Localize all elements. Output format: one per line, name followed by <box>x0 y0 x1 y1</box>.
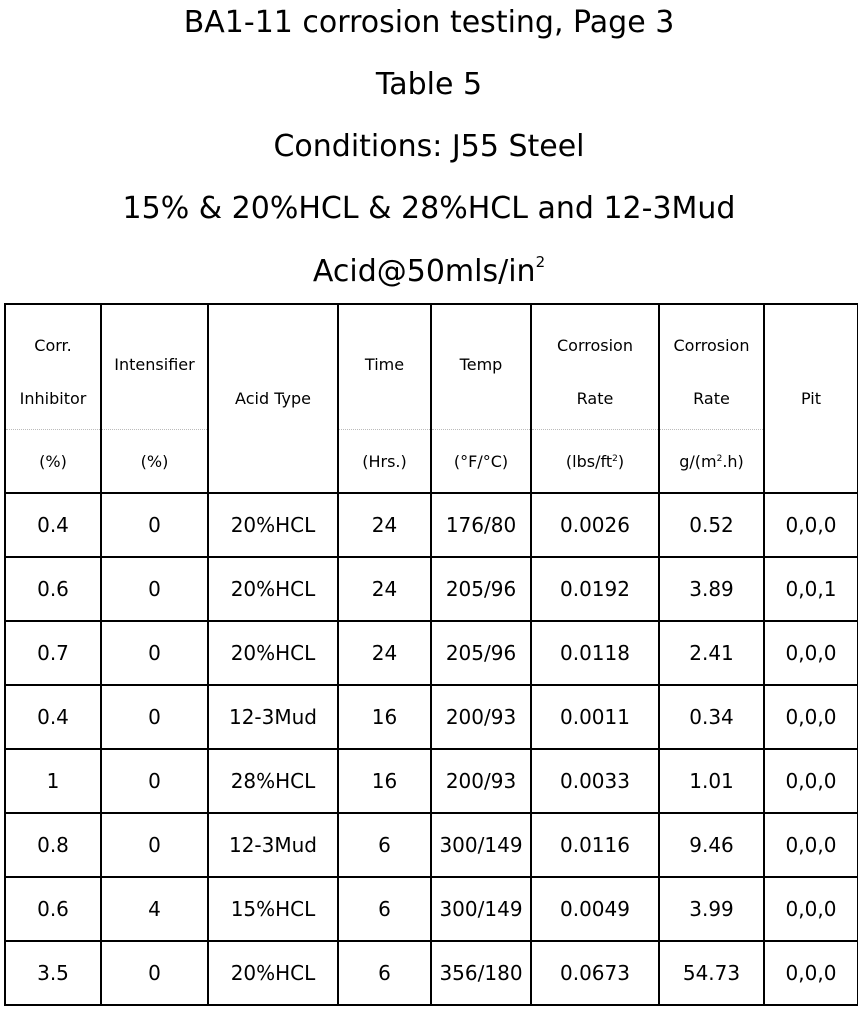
cell-temp: 176/80 <box>431 493 531 557</box>
header-temp-unit: (°F/°C) <box>453 451 509 471</box>
cell-acid-type: 12-3Mud <box>208 685 338 749</box>
header-intensifier <box>101 304 208 493</box>
cell-rate-lbs: 0.0192 <box>531 557 659 621</box>
acid-types-line: 15% & 20%HCL & 28%HCL and 12-3Mud <box>122 191 736 226</box>
header-time-unit: (Hrs.) <box>362 451 407 471</box>
cell-inhibitor: 1 <box>5 749 101 813</box>
table-row <box>5 493 858 557</box>
cell-rate-g: 1.01 <box>659 749 764 813</box>
conditions-line: Conditions: J55 Steel <box>273 129 585 164</box>
header-corr-inhibitor <box>5 304 101 493</box>
header-rate1-unit-sup: 2 <box>612 453 618 464</box>
cell-time: 16 <box>338 685 431 749</box>
cell-time: 24 <box>338 621 431 685</box>
cell-intensifier: 0 <box>101 941 208 1005</box>
cell-temp: 300/149 <box>431 877 531 941</box>
cell-intensifier: 0 <box>101 749 208 813</box>
cell-pit: 0,0,0 <box>764 941 858 1005</box>
cell-acid-type: 20%HCL <box>208 557 338 621</box>
header-rate2-unit <box>679 452 744 471</box>
cell-rate-g: 3.99 <box>659 877 764 941</box>
table-number: Table 5 <box>375 67 483 102</box>
header-pit-label: Pit <box>800 389 821 408</box>
cell-rate-g: 2.41 <box>659 621 764 685</box>
cell-inhibitor: 0.7 <box>5 621 101 685</box>
cell-pit: 0,0,0 <box>764 685 858 749</box>
header-rate2-unit-post: .h) <box>722 451 744 471</box>
table-row <box>5 813 858 877</box>
cell-temp: 300/149 <box>431 813 531 877</box>
header-time-label: Time <box>364 354 405 374</box>
header-corrosion-rate-g <box>659 304 764 493</box>
cell-time: 6 <box>338 941 431 1005</box>
cell-time: 6 <box>338 877 431 941</box>
cell-rate-lbs: 0.0118 <box>531 621 659 685</box>
cell-intensifier: 0 <box>101 685 208 749</box>
cell-rate-lbs: 0.0033 <box>531 749 659 813</box>
header-rate1-top: Corrosion <box>557 336 633 356</box>
cell-temp: 205/96 <box>431 557 531 621</box>
cell-rate-g: 54.73 <box>659 941 764 1005</box>
corrosion-table <box>4 303 858 1006</box>
header-intensifier-label: Intensifier <box>114 354 195 374</box>
header-temp-label: Temp <box>459 354 503 374</box>
header-acid-type-label: Acid Type <box>235 389 311 408</box>
cell-inhibitor: 0.4 <box>5 685 101 749</box>
cell-acid-type: 15%HCL <box>208 877 338 941</box>
table-row <box>5 621 858 685</box>
cell-pit: 0,0,0 <box>764 493 858 557</box>
cell-pit: 0,0,1 <box>764 557 858 621</box>
cell-rate-lbs: 0.0026 <box>531 493 659 557</box>
cell-rate-g: 9.46 <box>659 813 764 877</box>
cell-acid-type: 20%HCL <box>208 941 338 1005</box>
cell-time: 24 <box>338 557 431 621</box>
table-header-row <box>5 304 858 493</box>
acid-volume-line <box>0 252 858 292</box>
cell-acid-type: 20%HCL <box>208 493 338 557</box>
header-rate2-top: Corrosion <box>673 336 750 356</box>
cell-pit: 0,0,0 <box>764 877 858 941</box>
cell-inhibitor: 0.8 <box>5 813 101 877</box>
cell-pit: 0,0,0 <box>764 749 858 813</box>
cell-rate-lbs: 0.0116 <box>531 813 659 877</box>
cell-intensifier: 0 <box>101 813 208 877</box>
cell-rate-g: 0.52 <box>659 493 764 557</box>
header-rate1-mid: Rate <box>576 389 614 409</box>
acid-volume-text: Acid@50mls/in <box>312 254 536 289</box>
header-inhibitor-unit: (%) <box>39 451 67 471</box>
header-rate1-unit-pre: (lbs/ft <box>565 451 613 471</box>
cell-inhibitor: 0.4 <box>5 493 101 557</box>
cell-rate-g: 3.89 <box>659 557 764 621</box>
cell-time: 16 <box>338 749 431 813</box>
cell-intensifier: 4 <box>101 877 208 941</box>
header-rate1-unit-post: ) <box>617 451 625 471</box>
cell-temp: 205/96 <box>431 621 531 685</box>
header-pit <box>764 304 858 493</box>
cell-intensifier: 0 <box>101 493 208 557</box>
cell-inhibitor: 3.5 <box>5 941 101 1005</box>
header-temp <box>431 304 531 493</box>
cell-intensifier: 0 <box>101 621 208 685</box>
cell-rate-lbs: 0.0011 <box>531 685 659 749</box>
cell-acid-type: 28%HCL <box>208 749 338 813</box>
header-intensifier-unit: (%) <box>140 451 169 471</box>
cell-inhibitor: 0.6 <box>5 557 101 621</box>
header-rate2-unit-sup: 2 <box>716 453 723 464</box>
header-rate1-unit <box>566 452 624 471</box>
document-title: BA1-11 corrosion testing, Page 3 <box>183 5 675 40</box>
cell-rate-lbs: 0.0049 <box>531 877 659 941</box>
cell-temp: 200/93 <box>431 749 531 813</box>
cell-inhibitor: 0.6 <box>5 877 101 941</box>
header-corrosion-rate-lbs <box>531 304 659 493</box>
header-inhibitor-mid: Inhibitor <box>19 389 87 409</box>
table-row <box>5 557 858 621</box>
acid-volume-superscript: 2 <box>535 253 546 271</box>
table-body <box>5 493 858 1005</box>
header-rate2-mid: Rate <box>693 389 730 409</box>
cell-temp: 356/180 <box>431 941 531 1005</box>
table-row <box>5 685 858 749</box>
cell-pit: 0,0,0 <box>764 813 858 877</box>
header-rate2-unit-pre: g/(m <box>679 451 717 471</box>
cell-time: 6 <box>338 813 431 877</box>
cell-acid-type: 20%HCL <box>208 621 338 685</box>
header-time <box>338 304 431 493</box>
cell-time: 24 <box>338 493 431 557</box>
cell-temp: 200/93 <box>431 685 531 749</box>
table-row <box>5 941 858 1005</box>
cell-pit: 0,0,0 <box>764 621 858 685</box>
cell-rate-lbs: 0.0673 <box>531 941 659 1005</box>
cell-intensifier: 0 <box>101 557 208 621</box>
cell-rate-g: 0.34 <box>659 685 764 749</box>
table-row <box>5 877 858 941</box>
table-row <box>5 749 858 813</box>
header-inhibitor-top: Corr. <box>34 336 72 356</box>
cell-acid-type: 12-3Mud <box>208 813 338 877</box>
header-acid-type <box>208 304 338 493</box>
